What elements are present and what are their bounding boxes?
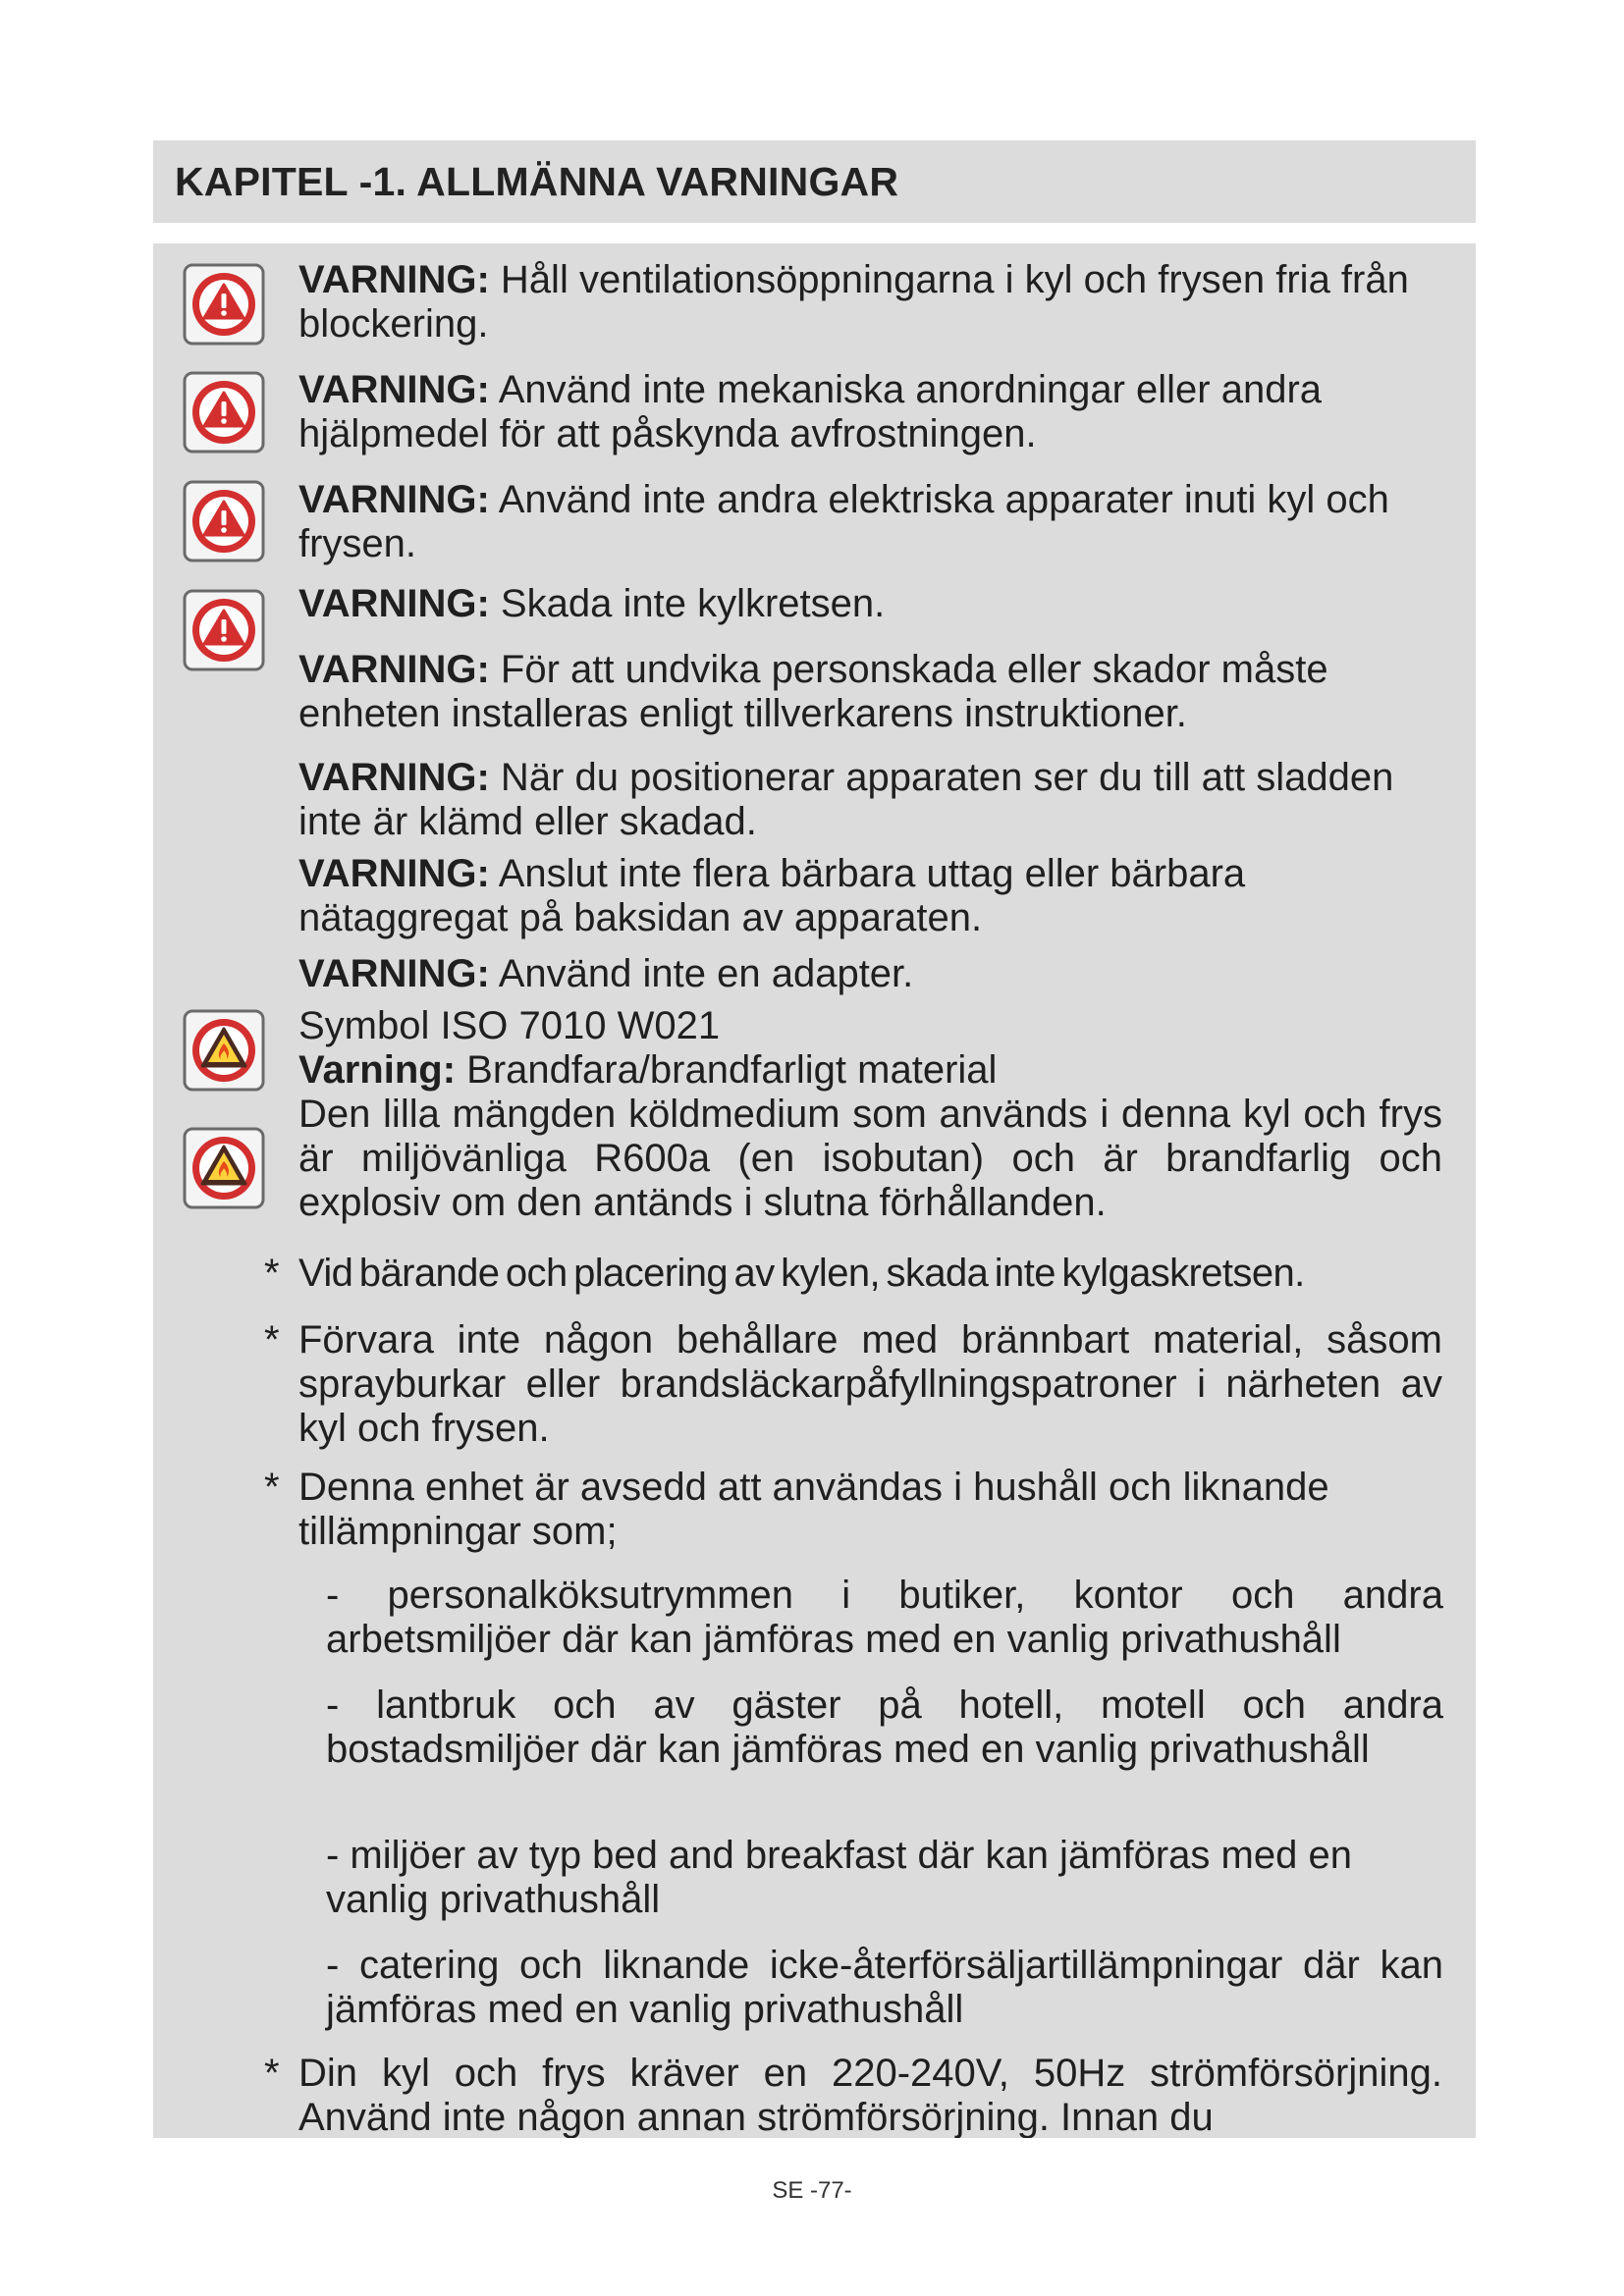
- warning-text: När du positionerar apparaten ser du till att sladden inte är klämd eller skadad.: [298, 756, 1394, 843]
- page-number: SE -77-: [772, 2177, 852, 2204]
- sub-list-item: - personalköksutrymmen i butiker, kontor och andra arbetsmiljöer där kan jämföras med en vanlig privathushåll: [326, 1574, 1443, 1661]
- warning-text: Anslut inte flera bärbara uttag eller bärbara nätaggregat på baksidan av apparaten.: [298, 852, 1246, 939]
- warning-item: [298, 952, 1442, 996]
- bullet-marker: *: [264, 1252, 280, 1295]
- warning-item: [298, 582, 1442, 626]
- warning-text: Använd inte mekaniska anordningar eller andra hjälpmedel för att påskynda avfrostningen.: [298, 368, 1323, 455]
- symbol-block: [298, 1004, 1442, 1225]
- warning-label: VARNING:: [298, 582, 490, 625]
- bullet-item: Vid bärande och placering av kylen, skada inte kylgaskretsen.: [298, 1252, 1305, 1295]
- warnings-panel: [153, 243, 1476, 2138]
- warning-item: [298, 478, 1442, 566]
- bullet-marker: *: [264, 2052, 280, 2095]
- chapter-title: KAPITEL -1. ALLMÄNNA VARNINGAR: [175, 158, 899, 204]
- warning-item: [298, 648, 1442, 736]
- symbol-label: Varning:: [298, 1048, 457, 1092]
- warning-triangle-icon: [183, 371, 265, 454]
- warning-label: VARNING:: [298, 648, 490, 691]
- symbol-warning: [298, 1048, 1442, 1093]
- symbol-text: Brandfara/brandfarligt material: [456, 1048, 998, 1092]
- warning-item: [298, 368, 1442, 456]
- bullet-item: Förvara inte någon behållare med brännbart material, såsom sprayburkar eller brandsläckarpåfyllningspatroner i närheten av kyl och frysen.: [298, 1318, 1442, 1450]
- chapter-header: [153, 140, 1476, 223]
- sub-list-item: - lantbruk och av gäster på hotell, motell och andra bostadsmiljöer där kan jämföras med en vanlig privathushåll: [326, 1683, 1443, 1771]
- bullet-marker: *: [264, 1466, 280, 1509]
- warning-label: VARNING:: [298, 756, 490, 799]
- warning-triangle-icon: [183, 263, 265, 346]
- warning-label: VARNING:: [298, 258, 490, 301]
- flammable-material-icon: [183, 1127, 265, 1209]
- warning-text: Skada inte kylkretsen.: [489, 582, 886, 625]
- warning-text: Använd inte en adapter.: [489, 952, 914, 995]
- warning-label: VARNING:: [298, 478, 490, 521]
- warning-item: [298, 852, 1442, 940]
- sub-list-item: - miljöer av typ bed and breakfast där kan jämföras med en vanlig privathushåll: [326, 1834, 1352, 1921]
- warning-item: [298, 258, 1442, 347]
- warning-text: För att undvika personskada eller skador måste enheten installeras enligt tillverkarens instruktioner.: [298, 648, 1328, 735]
- sub-list-item: - catering och liknande icke-återförsäljartillämpningar där kan jämföras med en vanlig privathushåll: [326, 1944, 1443, 2031]
- bullet-marker: *: [264, 1318, 280, 1362]
- warning-label: VARNING:: [298, 952, 490, 995]
- symbol-title: Symbol ISO 7010 W021: [298, 1004, 721, 1047]
- warning-triangle-icon: [183, 480, 265, 562]
- warning-label: VARNING:: [298, 852, 490, 895]
- warning-text: Använd inte andra elektriska apparater inuti kyl och frysen.: [298, 478, 1389, 565]
- flammable-material-icon: [183, 1009, 265, 1092]
- warning-label: VARNING:: [298, 368, 490, 411]
- symbol-description: Den lilla mängden köldmedium som används i denna kyl och frys är miljövänliga R600a (en isobutan) och är brandfarlig och explosiv om den antänds i slutna förhållanden.: [298, 1093, 1442, 1224]
- warning-triangle-icon: [183, 589, 265, 671]
- warning-item: [298, 756, 1442, 844]
- bullet-item: Denna enhet är avsedd att användas i hushåll och liknande tillämpningar som;: [298, 1466, 1329, 1553]
- bullet-item: Din kyl och frys kräver en 220-240V, 50Hz strömförsörjning. Använd inte någon annan strömförsörjning. Innan du: [298, 2052, 1442, 2138]
- warning-text: Håll ventilationsöppningarna i kyl och frysen fria från blockering.: [298, 258, 1409, 346]
